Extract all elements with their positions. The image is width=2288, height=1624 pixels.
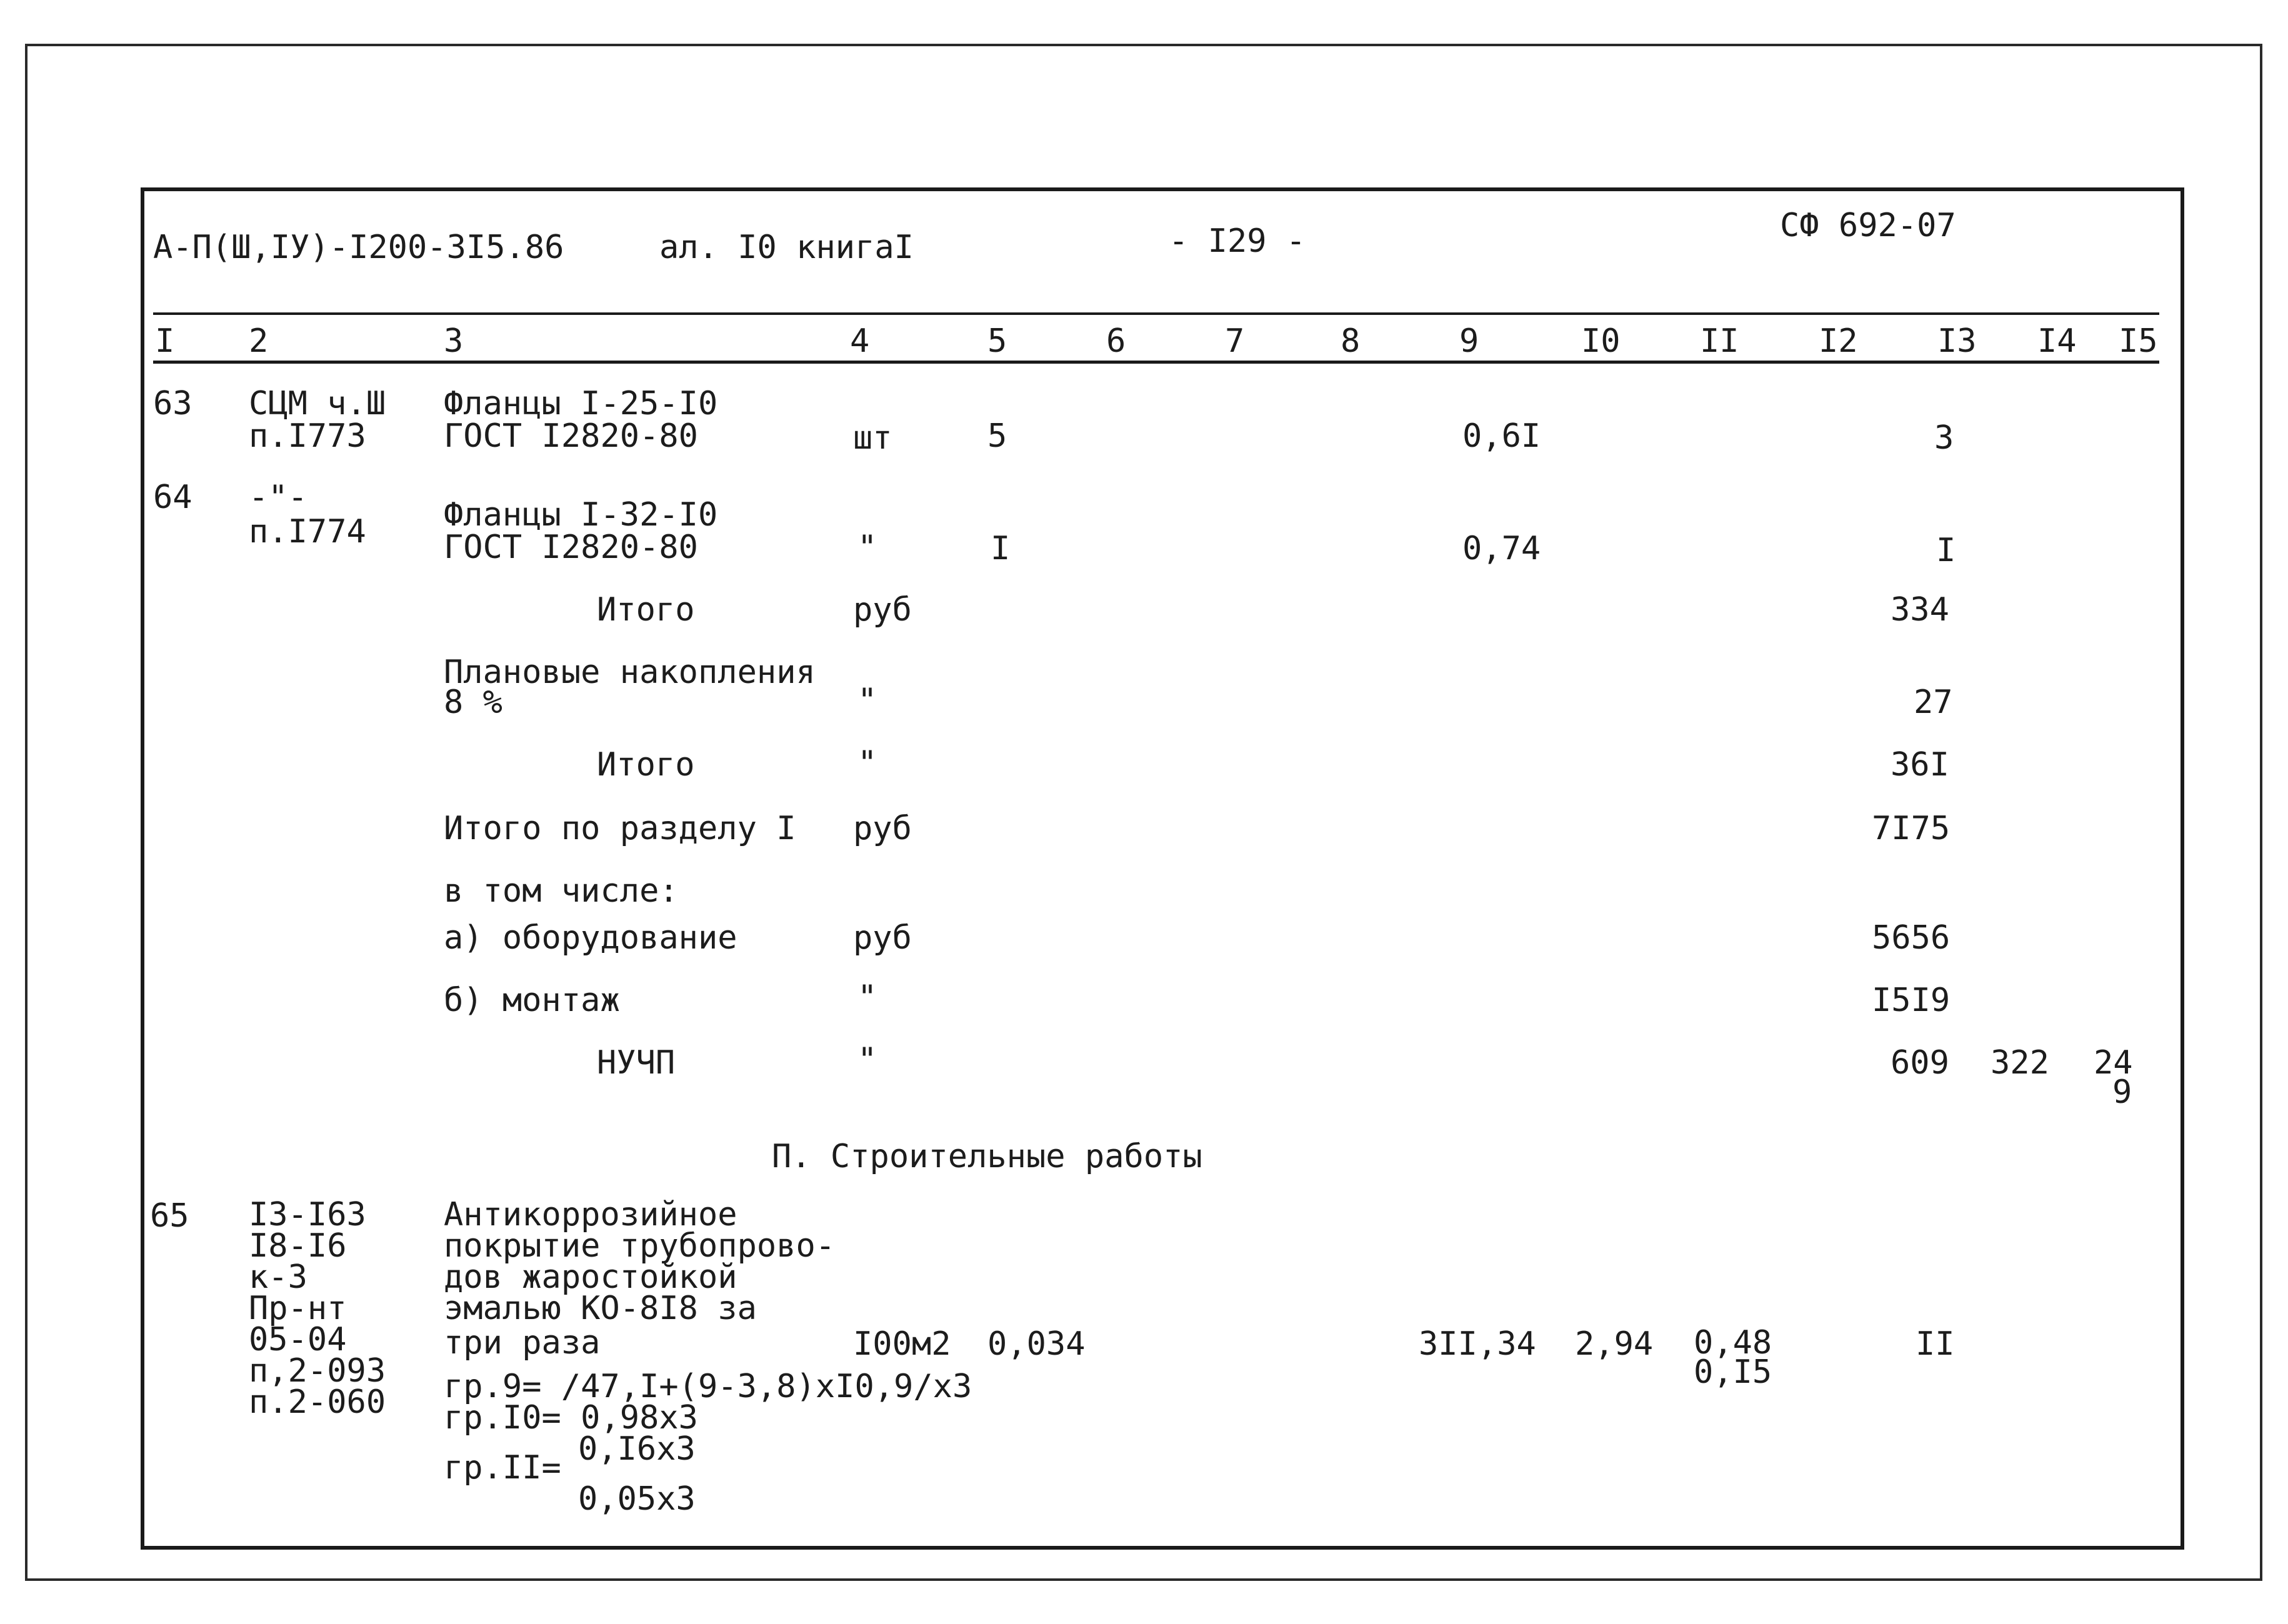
section-total-col13: 7I75 — [1872, 810, 1951, 847]
col-10: I0 — [1581, 322, 1621, 360]
nuchp-label: НУЧП — [597, 1044, 676, 1082]
nuchp-col14: 322 — [1991, 1044, 2049, 1082]
col-5: 5 — [987, 322, 1007, 360]
equipment-unit: руб — [853, 919, 912, 957]
row65-col13: II — [1916, 1325, 1955, 1363]
row65-code-6: п,2-093 — [249, 1352, 386, 1390]
row65-code-3: к-3 — [249, 1258, 307, 1296]
row65-name-5: три раза — [444, 1324, 601, 1362]
row65-name-3: дов жаростойкой — [444, 1258, 737, 1296]
row65-code-4: Пр-нт — [249, 1290, 347, 1327]
mounting-col13: I5I9 — [1872, 982, 1951, 1019]
formula-gr11-bottom: 0,05х3 — [578, 1480, 696, 1518]
stamp: СФ 692-07 — [1780, 207, 1956, 244]
page-number: - I29 - — [1169, 222, 1306, 260]
row63-col9: 0,6I — [1462, 417, 1541, 455]
total2-col13: 36I — [1891, 746, 1949, 784]
row63-no: 63 — [153, 385, 192, 422]
total1-label: Итого — [597, 591, 695, 629]
nuchp-col15-2: 9 — [2112, 1074, 2132, 1111]
row65-code-1: I3-I63 — [249, 1196, 366, 1233]
row65-qty: 0,034 — [987, 1325, 1086, 1363]
row63-code-1: СЦМ ч.Ш — [249, 385, 386, 422]
row63-qty: 5 — [987, 417, 1007, 455]
col-15: I5 — [2119, 322, 2158, 360]
total1-unit: руб — [853, 591, 912, 629]
formula-gr10: гр.I0= 0,98х3 — [444, 1399, 698, 1437]
planned-col13: 27 — [1914, 684, 1953, 721]
row63-unit: шт — [853, 419, 892, 457]
row64-name-1: Фланцы I-32-I0 — [444, 496, 718, 534]
row64-code-1: -"- — [249, 479, 307, 516]
nuchp-col13: 609 — [1891, 1044, 1949, 1082]
col-8: 8 — [1341, 322, 1361, 360]
row64-unit: " — [857, 529, 877, 566]
section-total-label: Итого по разделу I — [444, 810, 796, 847]
row65-col9: 3II,34 — [1419, 1325, 1536, 1363]
row65-code-2: I8-I6 — [249, 1227, 347, 1265]
col-12: I2 — [1819, 322, 1858, 360]
col-1: I — [155, 322, 175, 360]
row63-name-2: ГОСТ I2820-80 — [444, 417, 698, 455]
row65-unit: I00м2 — [853, 1325, 951, 1363]
row63-name-1: Фланцы I-25-I0 — [444, 385, 718, 422]
col-3: 3 — [444, 322, 464, 360]
row65-name-4: эмалью КО-8I8 за — [444, 1290, 757, 1327]
equipment-label: а) оборудование — [444, 919, 737, 957]
row64-col13: I — [1936, 532, 1956, 569]
planned-label-2: 8 % — [444, 684, 502, 721]
col-6: 6 — [1106, 322, 1126, 360]
header-rule-top — [153, 312, 2159, 315]
section-total-unit: руб — [853, 810, 912, 847]
col-11: II — [1700, 322, 1739, 360]
header-rule-bottom — [153, 361, 2159, 364]
col-4: 4 — [850, 322, 870, 360]
row65-col10: 2,94 — [1575, 1325, 1654, 1363]
row65-name-1: Антикоррозийное — [444, 1196, 737, 1233]
planned-unit: " — [857, 682, 877, 719]
equipment-col13: 5656 — [1872, 919, 1951, 957]
formula-gr11-top: 0,I6х3 — [578, 1430, 696, 1468]
row65-col11-1: 0,48 — [1694, 1324, 1772, 1362]
total2-label: Итого — [597, 746, 695, 784]
row65-name-2: покрытие трубопрово- — [444, 1227, 836, 1265]
row64-name-2: ГОСТ I2820-80 — [444, 529, 698, 566]
row64-no: 64 — [153, 479, 192, 516]
album-label: ал. I0 книгаI — [659, 229, 914, 266]
planned-label-1: Плановые накопления — [444, 654, 816, 691]
col-2: 2 — [249, 322, 269, 360]
col-14: I4 — [2037, 322, 2077, 360]
col-7: 7 — [1225, 322, 1245, 360]
row65-code-5: 05-04 — [249, 1321, 347, 1358]
row65-col11-2: 0,I5 — [1694, 1353, 1772, 1391]
col-9: 9 — [1459, 322, 1479, 360]
total1-col13: 334 — [1891, 591, 1949, 629]
row65-code-7: п.2-060 — [249, 1383, 386, 1421]
nuchp-unit: " — [857, 1041, 877, 1079]
mounting-unit: " — [857, 979, 877, 1016]
formula-gr11-label: гр.II= — [444, 1449, 561, 1487]
total2-unit: " — [857, 744, 877, 782]
row63-code-2: п.I773 — [249, 417, 366, 455]
col-13: I3 — [1937, 322, 1977, 360]
nuchp-col15-1: 24 — [2094, 1044, 2133, 1082]
formula-gr9: гр.9= /47,I+(9-3,8)хI0,9/х3 — [444, 1368, 972, 1405]
row65-no: 65 — [150, 1197, 189, 1235]
row64-qty: I — [991, 530, 1011, 567]
row63-col13: 3 — [1934, 419, 1954, 457]
row64-col9: 0,74 — [1462, 530, 1541, 567]
row64-code-2: п.I774 — [249, 513, 366, 550]
including-label: в том числе: — [444, 872, 679, 910]
doc-code: А-П(Ш,IУ)-I200-3I5.86 — [153, 229, 564, 266]
section2-title: П. Строительные работы — [772, 1138, 1202, 1175]
mounting-label: б) монтаж — [444, 982, 620, 1019]
